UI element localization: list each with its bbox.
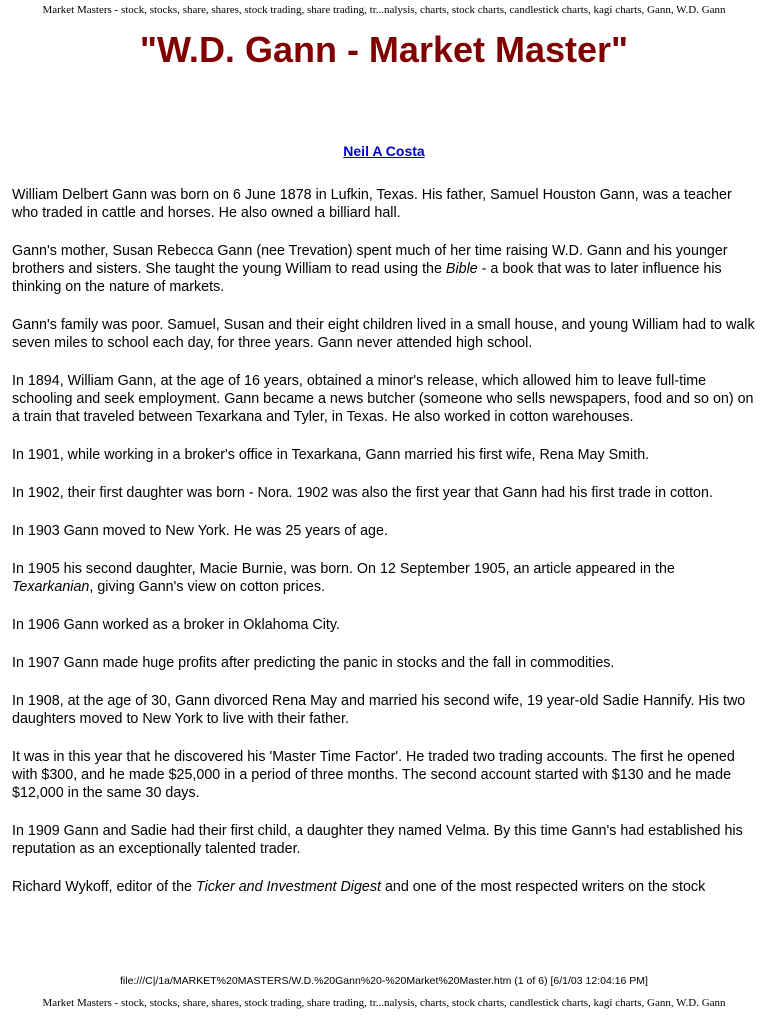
paragraph: In 1906 Gann worked as a broker in Oklahoma City. — [12, 617, 340, 633]
author-link[interactable]: Neil A Costa — [343, 143, 425, 159]
paragraph: In 1908, at the age of 30, Gann divorced Rena May and married his second wife, 19 year-old Sadie Hannify. His two daughters moved to New York to live with their father. — [12, 693, 746, 727]
paragraph: In 1901, while working in a broker's office in Texarkana, Gann married his first wife, Rena May Smith. — [12, 447, 650, 463]
paragraph: In 1909 Gann and Sadie had their first child, a daughter they named Velma. By this time Gann's had established his reputation as an exceptionally talented trader. — [12, 823, 743, 857]
emphasis: Ticker and Investment Digest — [195, 879, 381, 895]
paragraph: Gann's mother, Susan Rebecca Gann (nee Trevation) spent much of her time raising W.D. Gann and his younger brothers and sisters. She taught the young William to read using the Bible - a book that was to later influence his thinking on the nature of markets. — [12, 243, 728, 295]
paragraph: Gann's family was poor. Samuel, Susan and their eight children lived in a small house, and young William had to walk seven miles to school each day, for three years. Gann never attended high school. — [12, 317, 755, 351]
paragraph: In 1894, William Gann, at the age of 16 years, obtained a minor's release, which allowed him to leave full-time schooling and seek employment. Gann became a news butcher (someone who sells newspapers, food and so on) on a train that traveled between Texarkana and Tyler, in Texas. He also worked in cotton warehouses. — [12, 373, 754, 425]
page-title: "W.D. Gann - Market Master" — [139, 29, 629, 70]
print-header: Market Masters - stock, stocks, share, shares, stock trading, share trading, tr...nalysis, charts, stock charts, candlestick charts, kagi charts, Gann, W.D. Gann — [42, 4, 726, 16]
print-footer-url: file:///C|/1a/MARKET%20MASTERS/W.D.%20Gann%20-%20Market%20Master.htm (1 of 6) [6/1/03 12:04:16 PM] — [120, 975, 648, 987]
emphasis: Bible — [445, 261, 478, 277]
paragraph: It was in this year that he discovered his 'Master Time Factor'. He traded two trading accounts. The first he opened with $300, and he made $25,000 in a period of three months. The second account started with $130 and he made $12,000 in the same 30 days. — [12, 749, 735, 801]
paragraph: In 1905 his second daughter, Macie Burnie, was born. On 12 September 1905, an article appeared in the Texarkanian, giving Gann's view on cotton prices. — [12, 561, 675, 595]
print-footer-title: Market Masters - stock, stocks, share, shares, stock trading, share trading, tr...nalysis, charts, stock charts, candlestick charts, kagi charts, Gann, W.D. Gann — [42, 997, 726, 1009]
paragraph: In 1907 Gann made huge profits after predicting the panic in stocks and the fall in commodities. — [12, 655, 615, 671]
paragraph: In 1902, their first daughter was born - Nora. 1902 was also the first year that Gann had his first trade in cotton. — [12, 485, 713, 501]
paragraph: Richard Wykoff, editor of the Ticker and Investment Digest and one of the most respected writers on the stock — [12, 879, 706, 895]
emphasis: Texarkanian — [12, 579, 90, 595]
author-byline — [0, 142, 768, 160]
paragraph: In 1903 Gann moved to New York. He was 25 years of age. — [12, 523, 388, 539]
article-body — [12, 186, 760, 916]
paragraph: William Delbert Gann was born on 6 June 1878 in Lufkin, Texas. His father, Samuel Houston Gann, was a teacher who traded in cattle and horses. He also owned a billiard hall. — [12, 187, 732, 221]
